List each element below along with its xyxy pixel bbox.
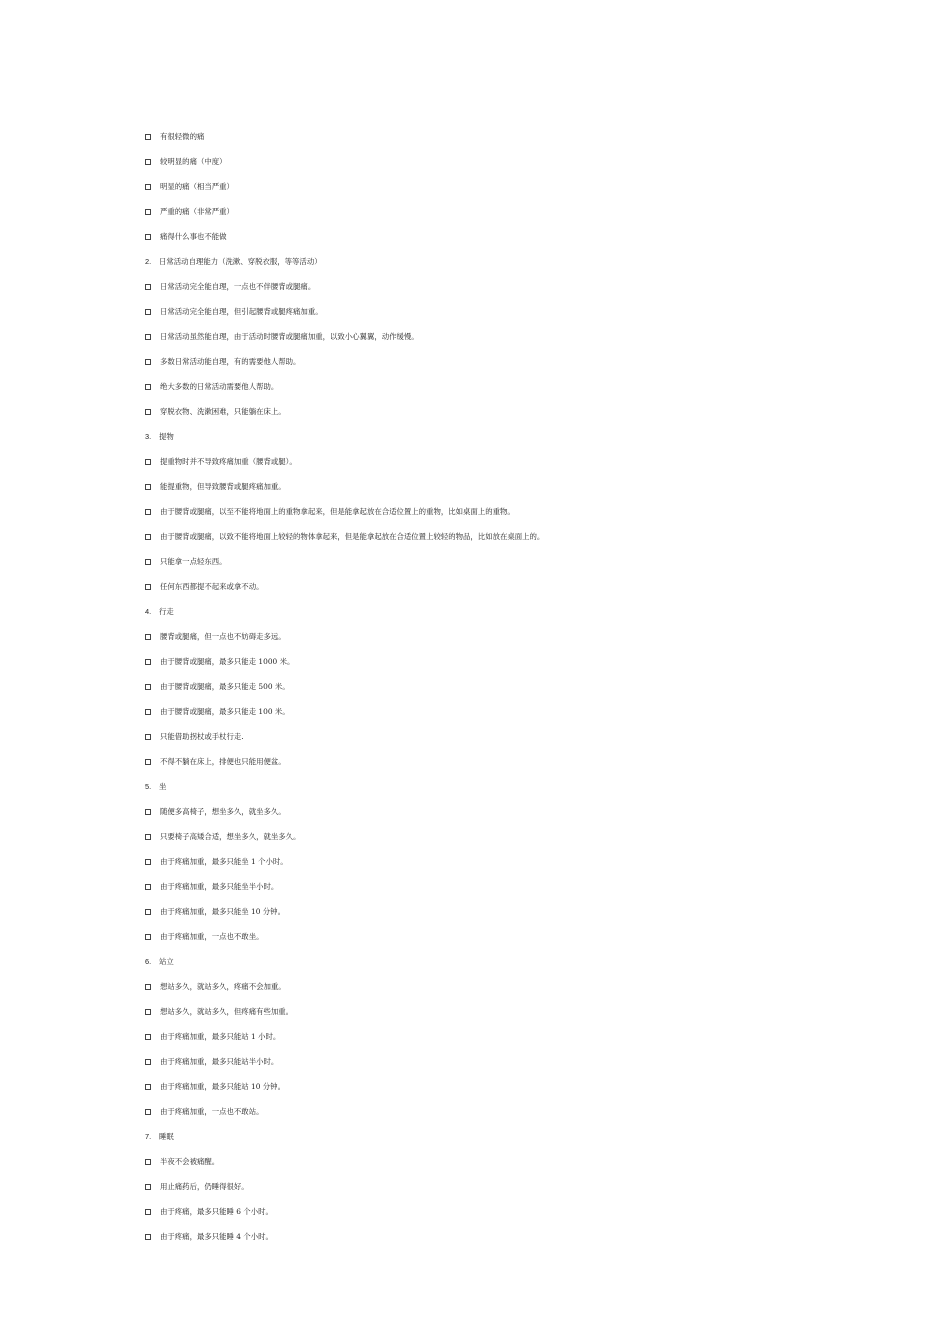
section-number: 4. — [145, 606, 152, 616]
checkbox-icon[interactable] — [145, 1234, 151, 1240]
section-number: 7. — [145, 1131, 152, 1141]
checkbox-icon[interactable] — [145, 184, 151, 190]
option-row — [0, 374, 950, 399]
checkbox-icon[interactable] — [145, 234, 151, 240]
option-row — [0, 574, 950, 599]
option-row — [0, 1099, 950, 1124]
checkbox-icon[interactable] — [145, 1109, 151, 1115]
option-label: 由于疼痛加重，最多只能站 1 小时。 — [160, 1031, 281, 1041]
section-heading — [0, 949, 950, 974]
checkbox-icon[interactable] — [145, 134, 151, 140]
option-label: 只能拿一点轻东西。 — [160, 556, 227, 566]
checkbox-icon[interactable] — [145, 484, 151, 490]
checkbox-icon[interactable] — [145, 384, 151, 390]
option-row — [0, 1074, 950, 1099]
option-row — [0, 224, 950, 249]
option-row — [0, 399, 950, 424]
section-title: 提物 — [159, 431, 174, 441]
option-row — [0, 924, 950, 949]
option-label: 由于疼痛加重，最多只能坐半小时。 — [160, 881, 279, 891]
checkbox-icon[interactable] — [145, 884, 151, 890]
option-label: 较明显的痛（中度） — [160, 156, 227, 166]
option-label: 提重物时并不导致疼痛加重（腰背或腿）。 — [160, 456, 297, 466]
option-row — [0, 474, 950, 499]
checkbox-icon[interactable] — [145, 859, 151, 865]
section-title: 坐 — [159, 781, 167, 791]
option-label: 明显的痛（相当严重） — [160, 181, 234, 191]
checkbox-icon[interactable] — [145, 1034, 151, 1040]
option-row — [0, 1049, 950, 1074]
option-label: 想站多久，就站多久，但疼痛有些加重。 — [160, 1006, 294, 1016]
checkbox-icon[interactable] — [145, 759, 151, 765]
option-row — [0, 299, 950, 324]
option-label: 任何东西都提不起来或拿不动。 — [160, 581, 264, 591]
option-label: 由于腰背或腿痛，以致不能将地面上较轻的物体拿起来，但是能拿起放在合适位置上较轻的物品，比如放在桌面上的。 — [160, 531, 545, 541]
option-row — [0, 124, 950, 149]
checkbox-icon[interactable] — [145, 584, 151, 590]
section-title: 日常活动自理能力（洗漱、穿脱衣服，等等活动） — [159, 256, 322, 266]
checkbox-icon[interactable] — [145, 1159, 151, 1165]
option-row — [0, 649, 950, 674]
option-row — [0, 724, 950, 749]
option-row — [0, 799, 950, 824]
document-body — [0, 124, 950, 1249]
section-number: 2. — [145, 256, 152, 266]
option-row — [0, 449, 950, 474]
option-label: 由于疼痛加重，最多只能站 10 分钟。 — [160, 1081, 285, 1091]
checkbox-icon[interactable] — [145, 1084, 151, 1090]
checkbox-icon[interactable] — [145, 834, 151, 840]
option-row — [0, 499, 950, 524]
option-label: 痛得什么事也不能做 — [160, 231, 227, 241]
checkbox-icon[interactable] — [145, 634, 151, 640]
option-label: 由于腰背或腿痛，最多只能走 100 米。 — [160, 706, 290, 716]
checkbox-icon[interactable] — [145, 284, 151, 290]
option-label: 日常活动完全能自理，但引起腰背或腿疼痛加重。 — [160, 306, 323, 316]
option-label: 想站多久，就站多久，疼痛不会加重。 — [160, 981, 286, 991]
option-label: 由于腰背或腿痛，最多只能走 1000 米。 — [160, 656, 295, 666]
checkbox-icon[interactable] — [145, 409, 151, 415]
section-number: 3. — [145, 431, 152, 441]
option-row — [0, 199, 950, 224]
option-label: 严重的痛（非常严重） — [160, 206, 234, 216]
option-label: 由于腰背或腿痛，以至不能将地面上的重物拿起来，但是能拿起放在合适位置上的重物，比如桌面上的重物。 — [160, 506, 515, 516]
option-row — [0, 324, 950, 349]
option-row — [0, 149, 950, 174]
option-row — [0, 899, 950, 924]
option-label: 能提重物，但导致腰背或腿疼痛加重。 — [160, 481, 286, 491]
option-label: 只要椅子高矮合适，想坐多久，就坐多久。 — [160, 831, 301, 841]
checkbox-icon[interactable] — [145, 459, 151, 465]
option-row — [0, 674, 950, 699]
option-label: 由于疼痛加重，最多只能坐 1 个小时。 — [160, 856, 288, 866]
option-label: 由于疼痛加重，最多只能站半小时。 — [160, 1056, 279, 1066]
checkbox-icon[interactable] — [145, 1059, 151, 1065]
section-title: 行走 — [159, 606, 174, 616]
checkbox-icon[interactable] — [145, 934, 151, 940]
checkbox-icon[interactable] — [145, 359, 151, 365]
checkbox-icon[interactable] — [145, 984, 151, 990]
checkbox-icon[interactable] — [145, 159, 151, 165]
section-number: 5. — [145, 781, 152, 791]
checkbox-icon[interactable] — [145, 1209, 151, 1215]
option-row — [0, 874, 950, 899]
option-label: 日常活动完全能自理，一点也不伴腰背或腿痛。 — [160, 281, 316, 291]
checkbox-icon[interactable] — [145, 1009, 151, 1015]
option-label: 由于疼痛加重，一点也不敢站。 — [160, 1106, 264, 1116]
option-row — [0, 849, 950, 874]
option-label: 由于疼痛加重，最多只能坐 10 分钟。 — [160, 906, 285, 916]
option-row — [0, 624, 950, 649]
section-heading — [0, 424, 950, 449]
option-label: 穿脱衣物、洗漱困难，只能躺在床上。 — [160, 406, 286, 416]
option-row — [0, 749, 950, 774]
option-row — [0, 974, 950, 999]
option-row — [0, 699, 950, 724]
checkbox-icon[interactable] — [145, 509, 151, 515]
option-row — [0, 1149, 950, 1174]
option-label: 由于疼痛，最多只能睡 6 个小时。 — [160, 1206, 273, 1216]
checkbox-icon[interactable] — [145, 309, 151, 315]
section-heading — [0, 1124, 950, 1149]
option-label: 多数日常活动能自理，有的需要他人帮助。 — [160, 356, 301, 366]
checkbox-icon[interactable] — [145, 809, 151, 815]
option-row — [0, 1224, 950, 1249]
option-label: 用止痛药后，仍睡得很好。 — [160, 1181, 249, 1191]
option-label: 不得不躺在床上，排便也只能用便盆。 — [160, 756, 286, 766]
option-label: 半夜不会被痛醒。 — [160, 1156, 220, 1166]
section-title: 站立 — [159, 956, 174, 966]
option-row — [0, 549, 950, 574]
checkbox-icon[interactable] — [145, 1184, 151, 1190]
option-label: 由于疼痛加重，一点也不敢坐。 — [160, 931, 264, 941]
option-label: 日常活动虽然能自理，由于活动时腰背或腿痛加重，以致小心翼翼，动作缓慢。 — [160, 331, 419, 341]
option-label: 由于疼痛，最多只能睡 4 个小时。 — [160, 1231, 273, 1241]
checkbox-icon[interactable] — [145, 659, 151, 665]
section-number: 6. — [145, 956, 152, 966]
section-heading — [0, 599, 950, 624]
checkbox-icon[interactable] — [145, 559, 151, 565]
option-row — [0, 1174, 950, 1199]
checkbox-icon[interactable] — [145, 734, 151, 740]
option-row — [0, 274, 950, 299]
option-label: 随便多高椅子，想坐多久，就坐多久。 — [160, 806, 286, 816]
option-label: 有很轻微的痛 — [160, 131, 205, 141]
option-row — [0, 349, 950, 374]
option-label: 只能借助拐杖或手杖行走. — [160, 731, 244, 741]
option-row — [0, 1024, 950, 1049]
checkbox-icon[interactable] — [145, 209, 151, 215]
checkbox-icon[interactable] — [145, 334, 151, 340]
checkbox-icon[interactable] — [145, 684, 151, 690]
section-heading — [0, 249, 950, 274]
option-label: 由于腰背或腿痛，最多只能走 500 米。 — [160, 681, 290, 691]
option-row — [0, 174, 950, 199]
option-row — [0, 999, 950, 1024]
option-row — [0, 824, 950, 849]
section-title: 睡眠 — [159, 1131, 174, 1141]
checkbox-icon[interactable] — [145, 534, 151, 540]
option-label: 绝大多数的日常活动需要他人帮助。 — [160, 381, 279, 391]
section-heading — [0, 774, 950, 799]
checkbox-icon[interactable] — [145, 709, 151, 715]
option-label: 腰背或腿痛，但一点也不妨碍走多远。 — [160, 631, 286, 641]
option-row — [0, 524, 950, 549]
checkbox-icon[interactable] — [145, 909, 151, 915]
option-row — [0, 1199, 950, 1224]
